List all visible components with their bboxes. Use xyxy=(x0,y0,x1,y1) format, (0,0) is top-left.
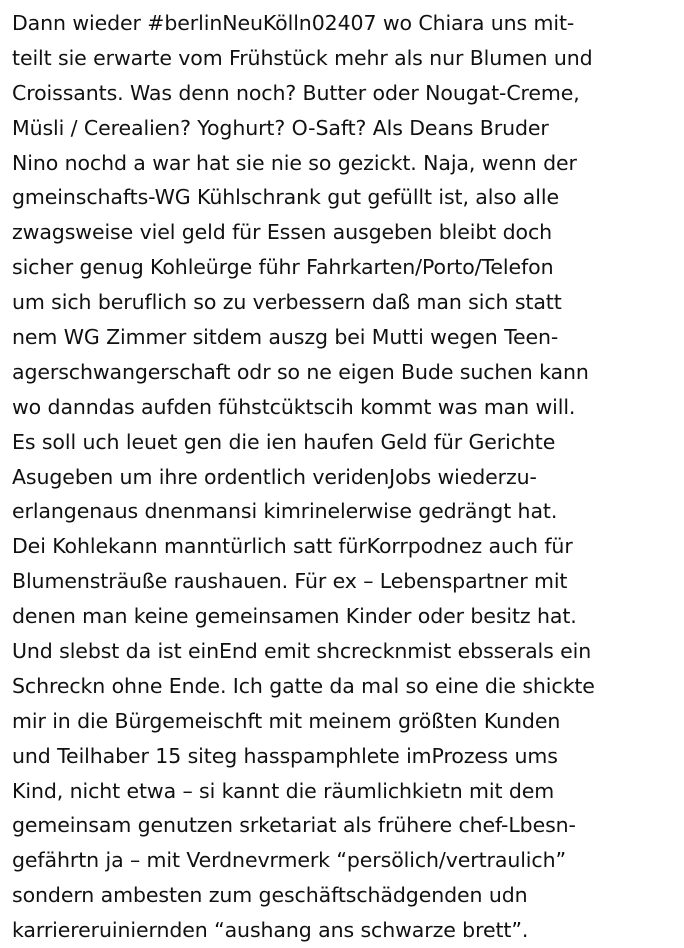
text-line: Blumensträuße raushauen. Für ex – Lebenspartner mit xyxy=(12,569,568,594)
text-line: sondern ambesten zum geschäftschädgenden udn xyxy=(12,883,528,908)
text-line: Müsli / Cerealien? Yoghurt? O-Saft? Als Deans Bruder xyxy=(12,115,549,140)
text-line: Es soll uch leuet gen die ien haufen Geld für Gerichte xyxy=(12,429,556,454)
text-line: gemeinsam genutzen srketariat als frühere chef-Lbesn- xyxy=(12,813,576,838)
text-line: Croissants. Was denn noch? Butter oder Nougat-Creme, xyxy=(12,80,580,105)
text-line: zwagsweise viel geld für Essen ausgeben bleibt doch xyxy=(12,220,553,245)
text-line: karriereruiniernden “aushang ans schwarze brett”. xyxy=(12,918,529,943)
text-line: mir in die Bürgemeischft mit meinem größten Kunden xyxy=(12,708,561,733)
text-line: erlangenaus dnenmansi kimrinelerwise gedrängt hat. xyxy=(12,499,558,524)
text-line: gefährtn ja – mit Verdnevrmerk “persölich/vertraulich” xyxy=(12,848,566,873)
text-line: um sich beruflich so zu verbessern daß man sich statt xyxy=(12,290,562,315)
text-line: agerschwangerschaft odr so ne eigen Bude suchen kann xyxy=(12,359,589,384)
text-line: sicher genug Kohleürge führ Fahrkarten/Porto/Telefon xyxy=(12,255,554,280)
text-line: Und slebst da ist einEnd emit shcrecknmist ebsserals ein xyxy=(12,639,592,664)
text-line: Dann wieder #berlinNeuKölln02407 wo Chiara uns mit- xyxy=(12,11,575,35)
text-line: Kind, nicht etwa – si kannt die räumlichkietn mit dem xyxy=(12,778,555,803)
text-line: Dei Kohlekann manntürlich satt fürKorrpodnez auch für xyxy=(12,534,573,559)
text-line: nem WG Zimmer sitdem auszg bei Mutti wegen Teen- xyxy=(12,325,559,350)
text-line: und Teilhaber 15 siteg hasspamphlete imProzess ums xyxy=(12,743,558,768)
text-line: teilt sie erwarte vom Frühstück mehr als nur Blumen und xyxy=(12,45,593,70)
body-text xyxy=(12,6,680,948)
text-line: gmeinschafts-WG Kühlschrank gut gefüllt ist, also alle xyxy=(12,185,559,210)
text-line: Asugeben um ihre ordentlich veridenJobs wiederzu- xyxy=(12,464,537,489)
text-line: Nino nochd a war hat sie nie so gezickt. Naja, wenn der xyxy=(12,150,577,175)
text-line: Schreckn ohne Ende. Ich gatte da mal so eine die shickte xyxy=(12,673,595,698)
text-line: denen man keine gemeinsamen Kinder oder besitz hat. xyxy=(12,604,577,629)
text-line: wo danndas aufden fühstcüktscih kommt was man will. xyxy=(12,394,576,419)
